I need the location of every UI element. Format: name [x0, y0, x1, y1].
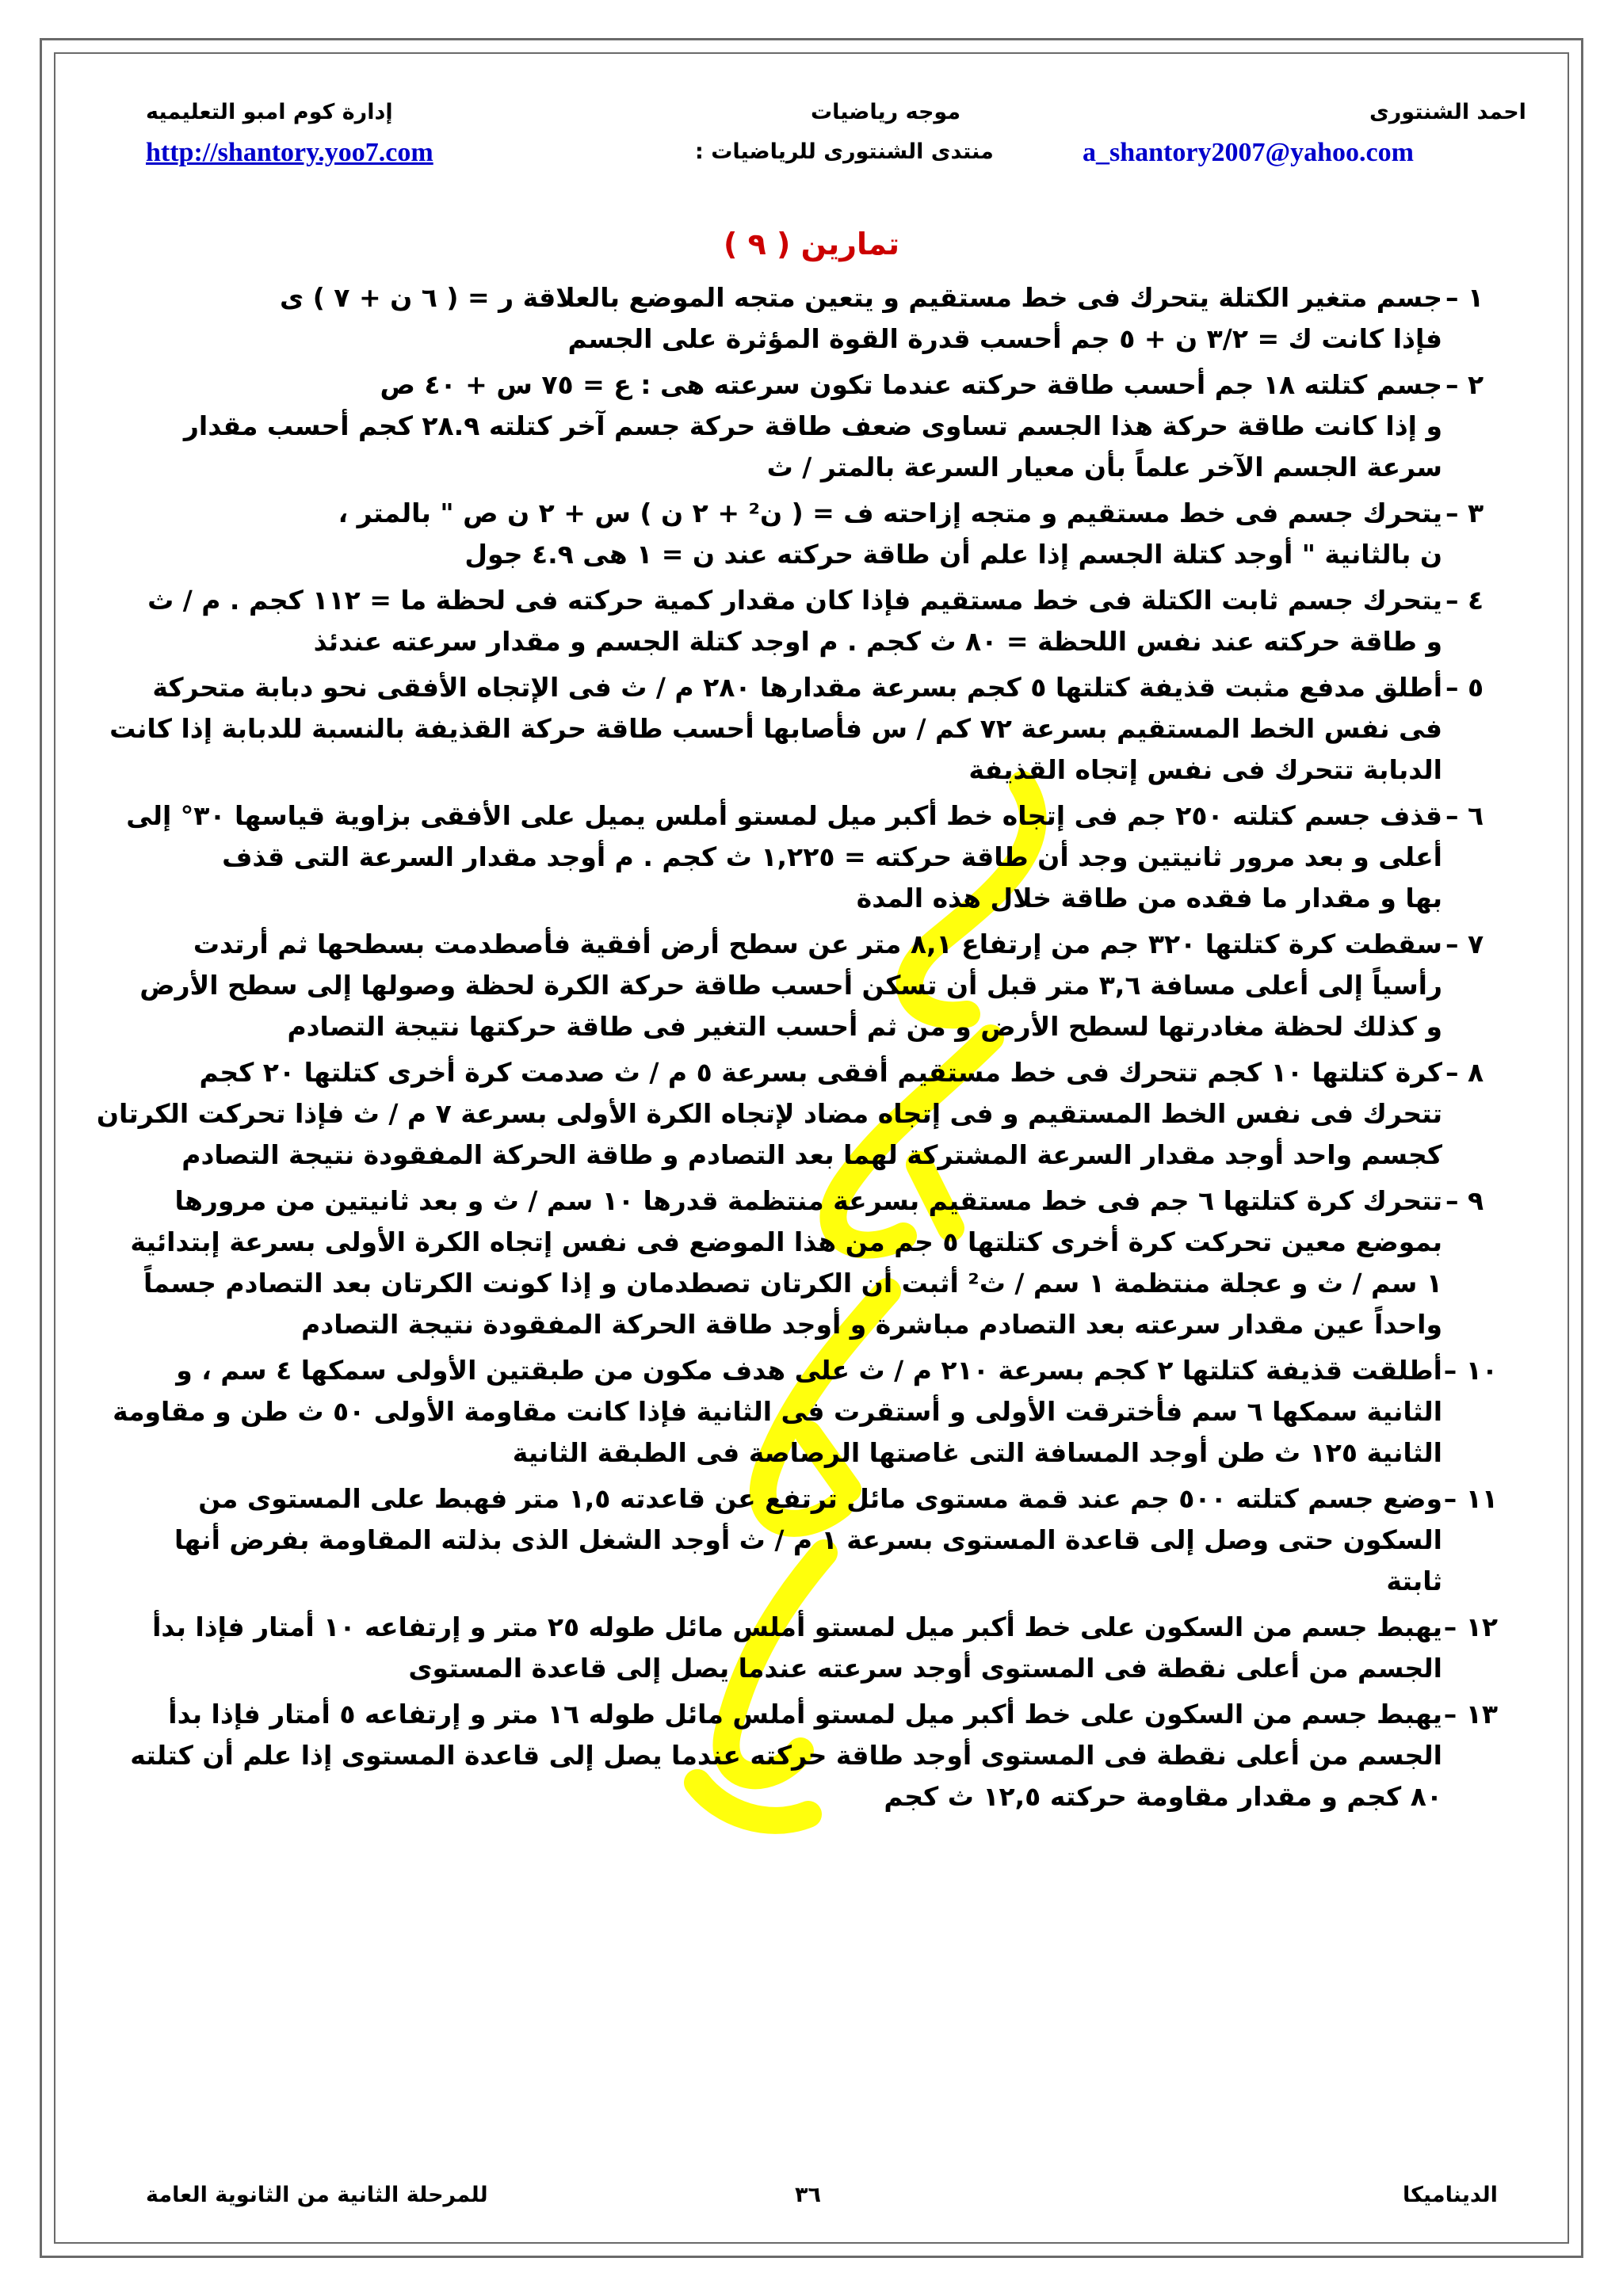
exercise-number: ٩ – — [1445, 1185, 1484, 1216]
footer-page-number: ٣٦ — [795, 2183, 821, 2207]
exercise-number: ٥ – — [1445, 672, 1484, 703]
exercise-number: ٢ – — [1445, 369, 1484, 400]
exercise-number: ٧ – — [1445, 929, 1484, 959]
exercise-item — [96, 1052, 1498, 1176]
exercise-line: واحداً عين مقدار سرعته بعد التصادم مباشرة و أوجد طاقة الحركة المفقودة نتيجة التصادم — [301, 1309, 1442, 1340]
exercise-number: ٣ – — [1445, 498, 1484, 528]
exercise-number: ٦ – — [1445, 800, 1484, 831]
website-link[interactable]: http://shantory.yoo7.com — [146, 138, 433, 167]
page-title: تمارين ( ٩ ) — [724, 227, 899, 261]
exercise-number: ١٠ – — [1443, 1355, 1498, 1386]
exercise-line: كرة كتلتها ١٠ كجم تتحرك فى خط مستقيم أفقى بسرعة ٥ م / ث صدمت كرة أخرى كتلتها ٢٠ كجم — [199, 1057, 1442, 1088]
footer-subject: الديناميكا — [1403, 2183, 1498, 2207]
exercise-line: الجسم من أعلى نقطة فى المستوى أوجد طاقة حركته عندما يصل إلى قاعدة المستوى إذا علم أن كتلته — [130, 1740, 1442, 1771]
exercise-line: كجسم واحد أوجد مقدار السرعة المشتركة لهما بعد التصادم و طاقة الحركة المفقودة نتيجة التصادم — [181, 1139, 1442, 1170]
exercise-number: ١٣ – — [1443, 1699, 1498, 1730]
exercise-item — [158, 493, 1498, 575]
exercise-list — [96, 277, 1498, 1822]
exercise-item — [130, 1694, 1498, 1817]
exercise-item — [109, 667, 1498, 791]
exercise-line: بموضع معين تحركت كرة أخرى كتلتها ٥ جم من هذا الموضع فى نفس إتجاه الكرة الأولى بسرعة إبتدائية — [130, 1226, 1442, 1257]
exercise-line: تتحرك كرة كتلتها ٦ جم فى خط مستقيم بسرعة منتظمة قدرها ١٠ سم / ث و بعد ثانيتين من مرورها — [174, 1185, 1442, 1216]
exercise-line: يهبط جسم من السكون على خط أكبر ميل لمستو أملس مائل طوله ١٦ متر و إرتفاعه ٥ أمتار فإذا بدأ — [168, 1699, 1442, 1730]
exercise-line: ١ سم / ث و عجلة منتظمة ١ سم / ث² أثبت أن الكرتان تصطدمان و إذا كونت الكرتان بعد التصادم جسماً — [143, 1268, 1442, 1299]
exercise-line: السكون حتى وصل إلى قاعدة المستوى بسرعة ١ م / ث أوجد الشغل الذى بذلته المقاومة بفرض أنها — [174, 1524, 1442, 1555]
exercise-line: تتحرك فى نفس الخط المستقيم و فى إتجاه مضاد لإتجاه الكرة الأولى بسرعة ٧ م / ث فإذا تحركت الكرتان — [96, 1098, 1442, 1129]
exercise-line: فى نفس الخط المستقيم بسرعة ٧٢ كم / س فأصابها أحسب طاقة حركة القذيفة بالنسبة للدبابة إذا كانت — [109, 713, 1442, 744]
exercise-line: الجسم من أعلى نقطة فى المستوى أوجد سرعته عندما يصل إلى قاعدة المستوى — [408, 1653, 1442, 1684]
exercise-line: بها و مقدار ما فقده من طاقة خلال هذه المدة — [856, 883, 1442, 913]
exercise-line: الدبابة تتحرك فى نفس إتجاه القذيفة — [968, 754, 1442, 785]
exercise-item — [130, 1180, 1498, 1345]
exercise-item — [139, 924, 1498, 1047]
exercise-line: أطلقت قذيفة كتلتها ٢ كجم بسرعة ٢١٠ م / ث على هدف مكون من طبقتين الأولى سمكها ٤ سم ، و — [176, 1355, 1442, 1386]
exercise-number: ٤ – — [1445, 585, 1484, 616]
exercise-item — [147, 580, 1498, 662]
exercise-line: الثانية ١٢٥ ث طن أوجد المسافة التى غاصتها الرصاصة فى الطبقة الثانية — [512, 1437, 1442, 1468]
exercise-line: ن بالثانية " أوجد كتلة الجسم إذا علم أن طاقة حركته عند ن = ١ هى ٤.٩ جول — [464, 539, 1442, 570]
exercise-number: ١٢ – — [1443, 1611, 1498, 1642]
footer-grade: للمرحلة الثانية من الثانوية العامة — [146, 2183, 488, 2207]
exercise-line: سرعة الجسم الآخر علماً بأن معيار السرعة بالمتر / ث — [766, 452, 1442, 482]
exercise-line: أعلى و بعد مرور ثانيتين وجد أن طاقة حركته = ١,٢٢٥ ث كجم . م أوجد مقدار السرعة التى قذف — [222, 841, 1442, 872]
exercise-line: ٨٠ كجم و مقدار مقاومة حركته ١٢,٥ ث كجم — [884, 1781, 1442, 1812]
exercise-item — [158, 277, 1498, 360]
author-name: احمد الشنتورى — [1369, 100, 1526, 124]
exercise-line: يتحرك جسم فى خط مستقيم و متجه إزاحته ف = ( ن² + ٢ ن ) س + ٢ ن ص " بالمتر ، — [338, 498, 1442, 528]
exercise-line: قذف جسم كتلته ٢٥٠ جم فى إتجاه خط أكبر ميل لمستو أملس يميل على الأفقى بزاوية قياسها ٣٠° إلى — [126, 800, 1442, 831]
exercise-line: أطلق مدفع مثبت قذيفة كتلتها ٥ كجم بسرعة مقدارها ٢٨٠ م / ث فى الإتجاه الأفقى نحو دبابة متحركة — [152, 672, 1442, 703]
author-role: موجه رياضيات — [811, 100, 961, 124]
exercise-item — [158, 1478, 1498, 1602]
exercise-line: يهبط جسم من السكون على خط أكبر ميل لمستو أملس مائل طوله ٢٥ متر و إرتفاعه ١٠ أمتار فإذا بدأ — [152, 1611, 1442, 1642]
exercise-line: سقطت كرة كتلتها ٣٢٠ جم من إرتفاع ٨,١ متر عن سطح أرض أفقية فأصطدمت بسطحها ثم أرتدت — [193, 929, 1442, 959]
exercise-line: الثانية سمكها ٦ سم فأخترقت الأولى و أستقرت فى الثانية فإذا كانت مقاومة الأولى ٥٠ ث طن و مقاومة — [113, 1396, 1442, 1427]
exercise-item — [126, 795, 1498, 919]
admin-name: إدارة كوم امبو التعليميه — [146, 100, 393, 124]
exercise-line: ثابتة — [1386, 1566, 1442, 1596]
exercise-line: و كذلك لحظة مغادرتها لسطح الأرض و من ثم أحسب التغير فى طاقة حركتها نتيجة التصادم — [287, 1011, 1442, 1042]
exercise-number: ٨ – — [1445, 1057, 1484, 1088]
email-link[interactable]: a_shantory2007@yahoo.com — [1083, 138, 1414, 167]
exercise-line: جسم متغير الكتلة يتحرك فى خط مستقيم و يتعين متجه الموضع بالعلاقة ر = ( ٦ ن + ٧ ) ى — [279, 282, 1442, 313]
exercise-item — [113, 1350, 1498, 1474]
exercise-item — [158, 364, 1498, 488]
exercise-line: و طاقة حركته عند نفس اللحظة = ٨٠ ث كجم . م اوجد كتلة الجسم و مقدار سرعته عندئذ — [313, 626, 1442, 657]
exercise-item — [152, 1607, 1498, 1689]
exercise-line: جسم كتلته ١٨ جم أحسب طاقة حركته عندما تكون سرعته هى : ع = ٧٥ س + ٤٠ ص — [380, 369, 1442, 400]
exercise-line: يتحرك جسم ثابت الكتلة فى خط مستقيم فإذا كان مقدار كمية حركته فى لحظة ما = ١١٢ كجم . م / ث — [147, 585, 1442, 616]
forum-name: منتدى الشنتورى للرياضيات : — [695, 139, 994, 164]
exercise-line: و إذا كانت طاقة حركة هذا الجسم تساوى ضعف طاقة حركة جسم آخر كتلته ٢٨.٩ كجم أحسب مقدار — [183, 410, 1442, 441]
exercise-number: ١١ – — [1443, 1483, 1498, 1514]
exercise-line: وضع جسم كتلته ٥٠٠ جم عند قمة مستوى مائل ترتفع عن قاعدته ١,٥ متر فهبط على المستوى من — [198, 1483, 1442, 1514]
exercise-line: فإذا كانت ك = ٣/٢ ن + ٥ جم أحسب قدرة القوة المؤثرة على الجسم — [567, 323, 1442, 354]
exercise-number: ١ – — [1445, 282, 1484, 313]
exercise-line: رأسياً إلى أعلى مسافة ٣,٦ متر قبل أن تسكن أحسب طاقة حركة الكرة لحظة وصولها إلى سطح الأرض — [139, 970, 1442, 1001]
